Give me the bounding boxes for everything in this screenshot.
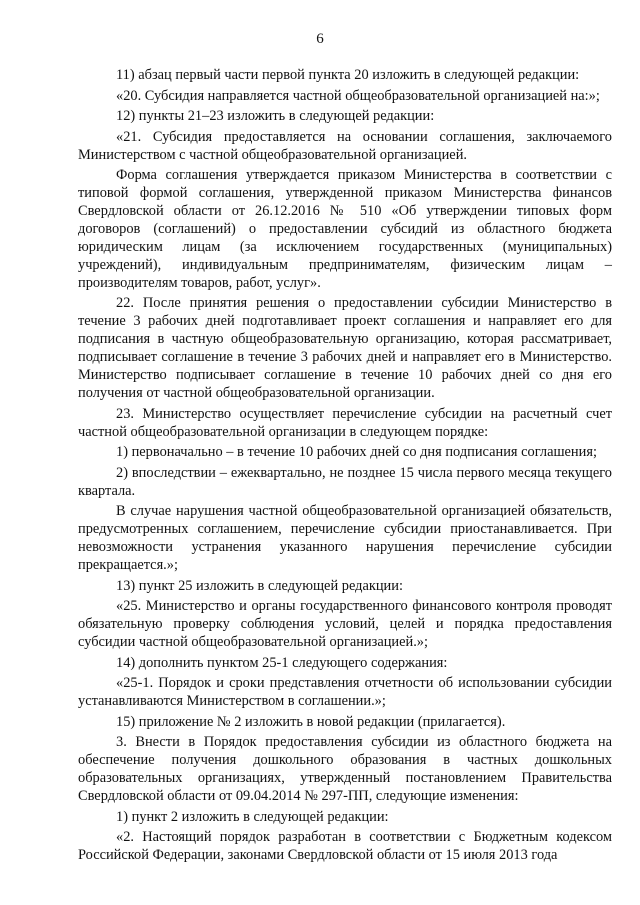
paragraph-violation-case: В случае нарушения частной общеобразовательной организацией обязательств, предусмотренных соглашением, перечисление субсидии приостанавливается. При невозможности устранения указанного нарушения перечисление субсидии прекращается.»; <box>78 503 612 574</box>
paragraph-item-23: 23. Министерство осуществляет перечисление субсидии на расчетный счет частной общеобразовательной организации в следующем порядке: <box>78 405 612 440</box>
paragraph-section-3-item-1: 1) пункт 2 изложить в следующей редакции: <box>116 808 389 825</box>
paragraph-item-25-1: «25-1. Порядок и сроки представления отчетности об использовании субсидии устанавливаются Министерством в соглашении.»; <box>78 675 612 710</box>
paragraph-item-20: «20. Субсидия направляется частной общеобразовательной организацией на:»; <box>116 87 600 104</box>
paragraph-agreement-form: Форма соглашения утверждается приказом Министерства в соответствии с типовой формой соглашения, утвержденной приказом Министерства финансов Свердловской области от 26.12.2016 № 510 «Об утверждении типовых форм договоров (соглашений) о предоставлении субсидий из областного бюджета юридическим лицам (за исключением государственных (муниципальных) учреждений), индивидуальным предпринимателям, физическим лицам – производителям товаров, работ, услуг». <box>78 167 612 291</box>
paragraph-item-22: 22. После принятия решения о предоставлении субсидии Министерство в течение 3 рабочих дней подготавливает проект соглашения и направляет его для подписания в частную общеобразовательную организацию, которая рассматривает, подписывает соглашение в течение 3 рабочих дней и направляет его в Министерство. Министерство подписывает соглашение в течение 10 рабочих дней со дня его получения от частной общеобразовательной организации. <box>78 295 612 402</box>
paragraph-amendment-13: 13) пункт 25 изложить в следующей редакции: <box>116 577 403 594</box>
paragraph-subitem-2: 2) впоследствии – ежеквартально, не позднее 15 числа первого месяца текущего квартала. <box>78 464 612 499</box>
page-number: 6 <box>316 31 324 47</box>
paragraph-amendment-15: 15) приложение № 2 изложить в новой редакции (прилагается). <box>116 713 506 730</box>
paragraph-item-21: «21. Субсидия предоставляется на основании соглашения, заключаемого Министерством с частной общеобразовательной организацией. <box>78 128 612 163</box>
paragraph-amendment-14: 14) дополнить пунктом 25-1 следующего содержания: <box>116 654 448 671</box>
paragraph-section-3-item-2: «2. Настоящий порядок разработан в соответствии с Бюджетным кодексом Российской Федерации, законами Свердловской области от 15 июля 2013 года <box>78 829 612 864</box>
document-body <box>78 67 612 865</box>
paragraph-item-25: «25. Министерство и органы государственного финансового контроля проводят обязательную проверку соблюдения условий, целей и порядка предоставления субсидии частной общеобразовательной организацией.»; <box>78 598 612 651</box>
paragraph-subitem-1: 1) первоначально – в течение 10 рабочих дней со дня подписания соглашения; <box>116 444 597 461</box>
paragraph-amendment-11: 11) абзац первый части первой пункта 20 изложить в следующей редакции: <box>116 67 580 83</box>
paragraph-section-3: 3. Внести в Порядок предоставления субсидии из областного бюджета на обеспечение получения дошкольного образования в частных дошкольных образовательных организациях, утвержденный постановлением Правительства Свердловской области от 09.04.2014 № 297-ПП, следующие изменения: <box>78 734 612 805</box>
paragraph-amendment-12: 12) пункты 21–23 изложить в следующей редакции: <box>116 108 435 125</box>
